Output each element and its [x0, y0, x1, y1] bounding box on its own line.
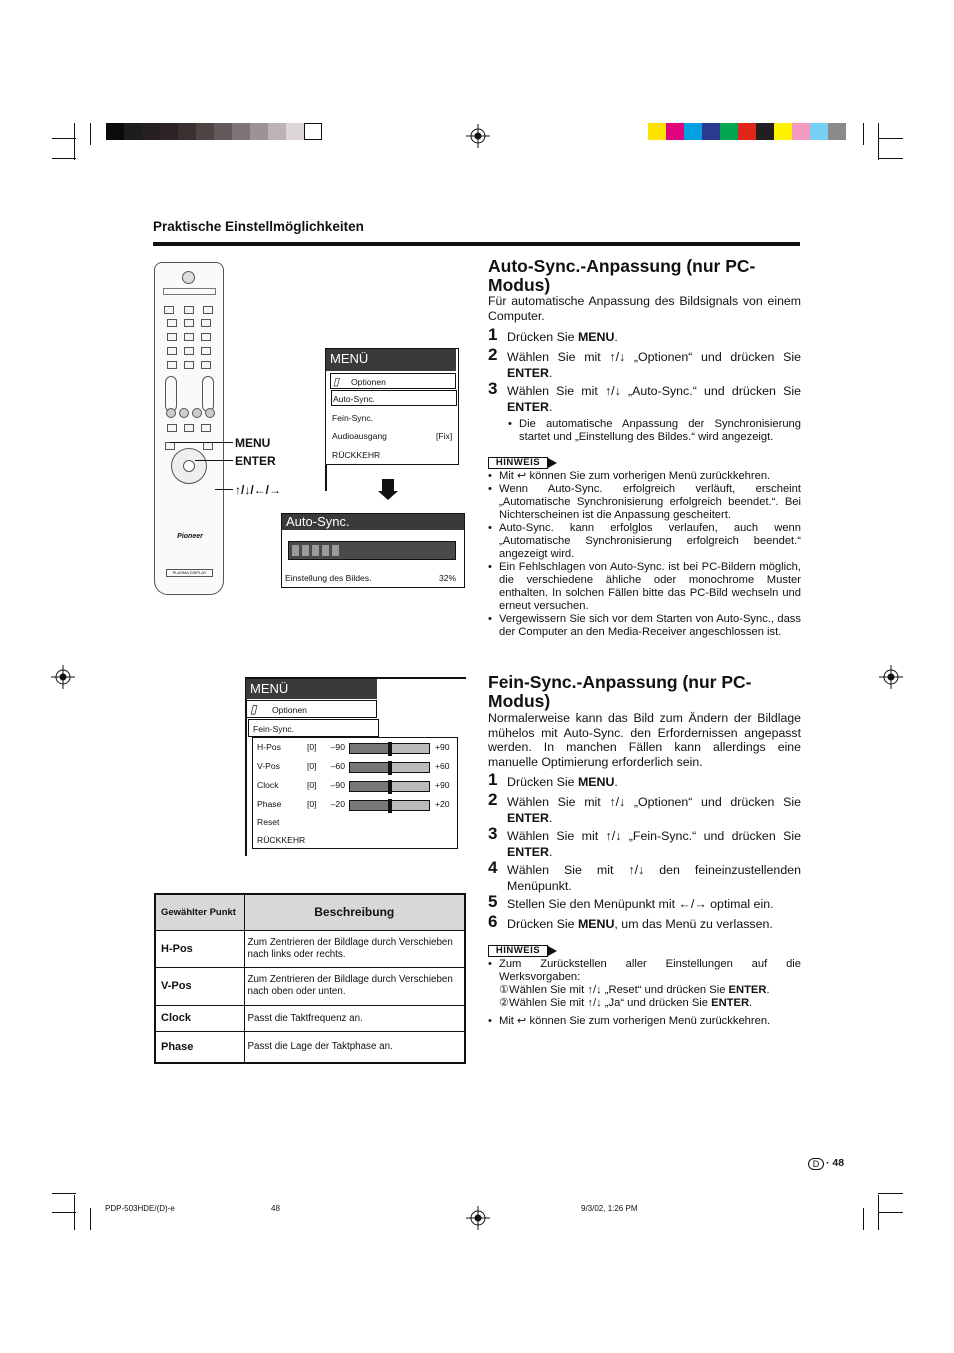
slider-thumb[interactable]: [388, 742, 392, 756]
row-label: Clock: [257, 780, 279, 790]
back-item[interactable]: RÜCKKEHR: [257, 835, 306, 845]
model-strip: PLASMA DISPLAY: [166, 569, 213, 577]
adjust-slider[interactable]: [349, 762, 430, 773]
gray-swatch: [268, 123, 286, 140]
volume-rocker: [165, 376, 177, 412]
row-min: –90: [330, 742, 345, 752]
autosync-note: • Auto-Sync. kann erfolglos verlaufen, auch wenn „Automatische Synchronisierung erfolgreich beendet.“ angezeigt wird.: [488, 522, 801, 560]
step-number: 3: [488, 824, 498, 843]
section-rule: [153, 242, 800, 246]
step-text: Wählen Sie mit ↑/↓ „Optionen“ und drücken Sie ENTER.: [507, 795, 801, 825]
crop-mark: [878, 158, 903, 159]
autosync-note: • Wenn Auto-Sync. erfolgreich verläuft, erscheint „Automatische Synchronisierung erfolgreich beendet.“. Bei Nichterscheinen ist die Anpassung gescheitert.: [488, 483, 801, 521]
brand-logo: Pioneer: [177, 533, 203, 540]
gray-swatch: [250, 123, 268, 140]
osd-title: Auto-Sync.: [282, 514, 464, 530]
autosync-screen: [281, 513, 465, 588]
color-swatch: [648, 123, 666, 140]
menu-item-finesync[interactable]: Fein-Sync.: [332, 413, 374, 423]
gray-swatch: [142, 123, 160, 140]
menu-key[interactable]: [165, 442, 175, 450]
progress-block: [302, 545, 309, 556]
crop-mark: [878, 1193, 903, 1194]
row-label: V-Pos: [257, 761, 280, 771]
step-text: Drücken Sie MENU.: [507, 775, 618, 789]
section-title: Praktische Einstellmöglichkeiten: [153, 219, 364, 234]
row-min: –60: [330, 761, 345, 771]
finesync-intro: Normalerweise kann das Bild zum Ändern der Bildlage mühelos mit Auto-Sync. den Erfordernissen angepasst werden. In manchen Fällen kann allerdings eine manuelle Optimierung erforderlich sein.: [488, 711, 801, 769]
gray-swatch: [106, 123, 124, 140]
color-swatch: [738, 123, 756, 140]
menu-tab: [330, 373, 456, 389]
step-4: [488, 858, 801, 897]
step-number: 5: [488, 892, 498, 911]
step-text: Stellen Sie den Menüpunkt mit ←/→ optimal ein.: [507, 897, 774, 911]
row-max: +20: [435, 799, 450, 809]
step-text: Drücken Sie MENU, um das Menü zu verlassen.: [507, 917, 773, 931]
color-swatch: [702, 123, 720, 140]
crop-mark: [863, 1208, 864, 1230]
row-value: [0]: [307, 799, 317, 809]
crop-mark: [878, 138, 903, 139]
finesync-note: • Zum Zurückstellen aller Einstellungen auf die Werksvorgaben: ①Wählen Sie mit ↑/↓ „Reset“ und drücken Sie ENTER. ②Wählen Sie mit ↑/↓ „Ja“ und drücken Sie ENTER.: [488, 958, 801, 1009]
crop-mark: [52, 1212, 76, 1213]
step-number: 3: [488, 379, 498, 398]
reset-item[interactable]: Reset: [257, 817, 280, 827]
finesync-panel: [252, 737, 458, 849]
hinweis-badge: HINWEIS: [488, 457, 560, 469]
crop-mark: [52, 158, 76, 159]
crop-mark: [90, 1208, 91, 1230]
hinweis-badge: HINWEIS: [488, 945, 560, 957]
color-swatch: [828, 123, 846, 140]
callout-line: [215, 489, 233, 490]
autosync-note: • Vergewissern Sie sich vor dem Starten von Auto-Sync., dass der Computer an den Media-Receiver angeschlossen ist.: [488, 613, 801, 638]
adjust-slider[interactable]: [349, 781, 430, 792]
page-number: · 48: [826, 1157, 845, 1169]
finesync-title: Fein-Sync.-Anpassung (nur PC-Modus): [488, 672, 752, 711]
step-6: [488, 912, 801, 937]
color-swatch: [774, 123, 792, 140]
autosync-note: • Ein Fehlschlagen von Auto-Sync. ist bei PC-Bildern möglich, die verschiedene ähliche oder monochrome Muster enthalten. In solchen Fällen bitte das PC-Bild wechseln und erneut versuchen.: [488, 561, 801, 612]
slider-thumb[interactable]: [388, 761, 392, 775]
callout-line: [170, 442, 233, 443]
row-label: H-Pos: [257, 742, 281, 752]
step-number: 4: [488, 858, 498, 877]
color-swatch: [810, 123, 828, 140]
table-row: V-Pos Zum Zentrieren der Bildlage durch Verschieben nach oben oder unten.: [155, 967, 465, 1005]
crop-mark: [52, 138, 76, 139]
audio-value: [Fix]: [436, 431, 453, 441]
registration-mark-icon: [466, 124, 490, 148]
color-swatch: [684, 123, 702, 140]
step-1: [488, 770, 801, 795]
autosync-intro: Für automatische Anpassung des Bildsignals von einem Computer.: [488, 294, 801, 323]
autosync-note: • Mit ↩ können Sie zum vorherigen Menü zurückkehren.: [488, 470, 771, 482]
step-number: 1: [488, 325, 498, 344]
row-max: +60: [435, 761, 450, 771]
step-text: Wählen Sie mit ↑/↓ den feineinzustellenden Menüpunkt.: [507, 863, 801, 893]
crop-mark: [863, 123, 864, 145]
menu-item-selected[interactable]: Fein-Sync.: [248, 719, 379, 737]
row-label: Phase: [257, 799, 282, 809]
step-number: 2: [488, 790, 498, 809]
footer-date: 9/3/02, 1:26 PM: [581, 1204, 638, 1213]
color-swatch: [666, 123, 684, 140]
channel-rocker: [202, 376, 214, 412]
step-2: [488, 790, 801, 829]
menu-tab: ▯ Optionen: [246, 700, 377, 718]
adjust-slider[interactable]: [349, 743, 430, 754]
row-value: [0]: [307, 761, 317, 771]
color-swatch: [792, 123, 810, 140]
registration-mark-icon: [466, 1206, 490, 1230]
row-value: [0]: [307, 780, 317, 790]
color-swatch: [756, 123, 774, 140]
menu-screen-1: [325, 348, 459, 465]
progress-block: [332, 545, 339, 556]
step-3: [488, 379, 801, 418]
osd-status: Einstellung des Bildes.: [285, 573, 372, 583]
step-number: 2: [488, 345, 498, 364]
table-header-item: Gewählter Punkt: [155, 894, 244, 930]
callout-line: [195, 460, 233, 461]
row-value: [0]: [307, 742, 317, 752]
progress-bar: [288, 541, 456, 560]
table-row: Clock Passt die Taktfrequenz an.: [155, 1005, 465, 1031]
menu-label: MENU: [235, 436, 271, 450]
remote-control: [154, 262, 224, 595]
options-icon: ▯: [333, 376, 340, 388]
table-header-desc: Beschreibung: [244, 894, 465, 930]
crop-mark: [52, 1193, 76, 1194]
step-text: Wählen Sie mit ↑/↓ „Optionen“ und drücken Sie ENTER.: [507, 350, 801, 380]
color-swatch: [720, 123, 738, 140]
row-max: +90: [435, 742, 450, 752]
registration-mark-icon: [51, 665, 75, 689]
step-text: Drücken Sie MENU.: [507, 330, 618, 344]
step-3: [488, 824, 801, 863]
gray-swatch: [214, 123, 232, 140]
footer-file: PDP-503HDE/(D)-e: [105, 1204, 175, 1213]
gray-swatch: [304, 123, 322, 140]
progress-block: [322, 545, 329, 556]
crop-mark: [90, 123, 91, 145]
step-number: 6: [488, 912, 498, 931]
slider-thumb[interactable]: [388, 799, 392, 813]
settings-table: [154, 893, 466, 1064]
step-text: Wählen Sie mit ↑/↓ „Auto-Sync.“ und drücken Sie ENTER.: [507, 384, 801, 414]
adjust-slider[interactable]: [349, 800, 430, 811]
step-number: 1: [488, 770, 498, 789]
gray-swatch: [196, 123, 214, 140]
registration-mark-icon: [879, 665, 903, 689]
progress-block: [312, 545, 319, 556]
gray-swatch: [286, 123, 304, 140]
step-1: [488, 325, 801, 350]
table-row: Phase Passt die Lage der Taktphase an.: [155, 1031, 465, 1063]
row-min: –90: [330, 780, 345, 790]
gray-swatch: [178, 123, 196, 140]
menu-title: MENÜ: [326, 349, 456, 371]
row-min: –20: [330, 799, 345, 809]
menu-item-back[interactable]: RÜCKKEHR: [332, 450, 381, 460]
crop-mark: [878, 1212, 903, 1213]
menu-item-audio[interactable]: Audioausgang: [332, 431, 387, 441]
row-max: +90: [435, 780, 450, 790]
footer-page: 48: [271, 1204, 280, 1213]
autosync-substep: • Die automatische Anpassung der Synchronisierung startet und „Einstellung des Bildes.“ wird angezeigt.: [508, 418, 801, 443]
arrows-label: ↑/↓/←/→: [235, 483, 282, 497]
step-5: [488, 892, 801, 917]
menu-title: MENÜ: [246, 679, 377, 699]
slider-thumb[interactable]: [388, 780, 392, 794]
tab-options: Optionen: [351, 377, 386, 387]
dpad-icon[interactable]: [171, 448, 207, 484]
power-button-icon: [182, 271, 195, 284]
enter-label: ENTER: [235, 454, 276, 468]
gray-swatch: [160, 123, 178, 140]
enter-key[interactable]: [183, 460, 195, 472]
table-row: H-Pos Zum Zentrieren der Bildlage durch Verschieben nach links oder rechts.: [155, 930, 465, 967]
autosync-title: Auto-Sync.-Anpassung (nur PC-Modus): [488, 256, 756, 295]
crop-mark: [878, 123, 879, 160]
finesync-note: • Mit ↩ können Sie zum vorherigen Menü zurückkehren.: [488, 1015, 771, 1027]
language-badge: D: [808, 1158, 824, 1170]
options-icon: ▯: [250, 702, 257, 716]
gray-swatch: [124, 123, 142, 140]
progress-block: [292, 545, 299, 556]
osd-percent: 32%: [439, 573, 457, 583]
input-buttons: [163, 288, 216, 295]
crop-mark: [74, 123, 75, 160]
gray-swatch: [232, 123, 250, 140]
step-text: Wählen Sie mit ↑/↓ „Fein-Sync.“ und drücken Sie ENTER.: [507, 829, 801, 859]
menu-item-selected[interactable]: Auto-Sync.: [331, 390, 457, 406]
step-2: [488, 345, 801, 384]
